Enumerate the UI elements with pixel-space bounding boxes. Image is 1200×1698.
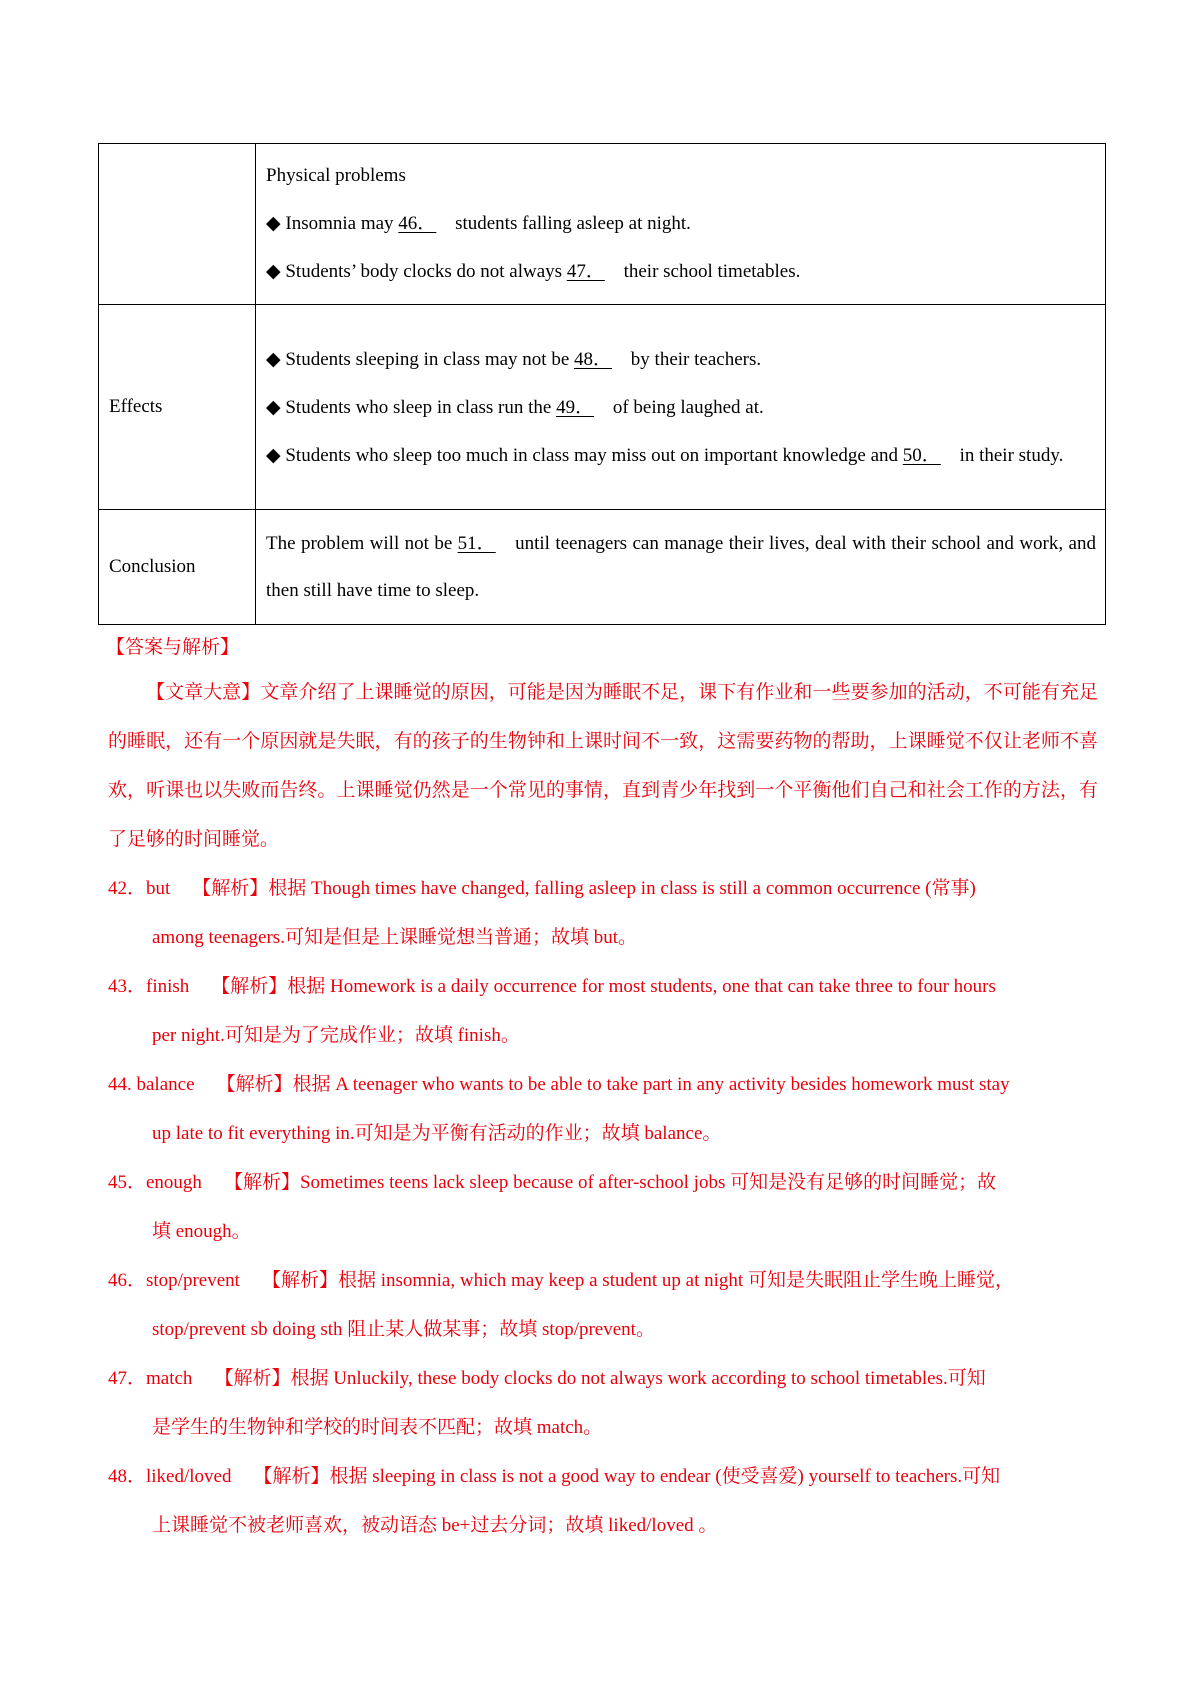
answer-explanation-continued: 填 enough。 [152, 1221, 251, 1242]
answer-explanation: 【解析】根据 sleeping in class is not a good way to endear (使受喜爱) yourself to teachers.可知 [253, 1466, 1001, 1487]
answers-heading: 【答案与解析】 [106, 637, 240, 658]
row-label: Conclusion [99, 510, 256, 625]
answer-line [108, 962, 1098, 1011]
answer-explanation: 【解析】根据 Though times have changed, falling asleep in class is still a common occurrence (常事) [192, 878, 976, 899]
article-summary: 【文章大意】文章介绍了上课睡觉的原因，可能是因为睡眠不足，课下有作业和一些要参加的活动，不可能有充足的睡眠，还有一个原因就是失眠，有的孩子的生物钟和上课时间不一致，这需要药物的帮助，上课睡觉不仅让老师不喜欢，听课也以失败而告终。上课睡觉仍然是一个常见的事情，直到青少年找到一个平衡他们自己和社会工作的方法，有了足够的时间睡觉。 [108, 682, 1098, 850]
answer-explanation-continued: 是学生的生物钟和学校的时间表不匹配；故填 match。 [152, 1417, 603, 1438]
bullet-line: ◆ Insomnia may 46． students falling asleep at night. [266, 200, 1096, 248]
answer-line [108, 1158, 1098, 1207]
summary-table [98, 143, 1106, 625]
row-content [256, 144, 1106, 305]
answer-blank[interactable]: 49． [556, 396, 595, 418]
answer-line [108, 864, 1098, 913]
answer-line [108, 1060, 1098, 1109]
answer-number: 47．match [108, 1368, 193, 1389]
table-row [99, 510, 1106, 625]
answer-explanation-continued: per night.可知是为了完成作业；故填 finish。 [152, 1025, 520, 1046]
answers-section [108, 628, 1098, 1550]
answer-explanation-continued: 上课睡觉不被老师喜欢，被动语态 be+过去分词；故填 liked/loved 。 [152, 1515, 718, 1536]
row-content [256, 305, 1106, 510]
bullet-line: ◆ Students who sleep in class run the 49． of being laughed at. [266, 384, 1096, 432]
answer-number: 42．but [108, 878, 171, 899]
bullet-line: ◆ Students’ body clocks do not always 47． their school timetables. [266, 248, 1096, 296]
answer-number: 43．finish [108, 976, 190, 997]
answer-explanation: 【解析】根据 insomnia, which may keep a student up at night 可知是失眠阻止学生晚上睡觉， [261, 1270, 1014, 1291]
row-content [256, 510, 1106, 625]
answer-blank[interactable]: 48． [574, 348, 613, 370]
table-row [99, 144, 1106, 305]
answer-blank[interactable]: 51． [457, 533, 496, 554]
answer-item [108, 1256, 1098, 1354]
answer-explanation: 【解析】根据 A teenager who wants to be able to take part in any activity besides homework must stay [216, 1074, 1010, 1095]
conclusion-text: The problem will not be 51． until teenagers can manage their lives, deal with their school and work, and then still have time to sleep. [266, 520, 1096, 614]
answer-item [108, 1354, 1098, 1452]
answer-item [108, 1158, 1098, 1256]
table-row [99, 305, 1106, 510]
answer-blank[interactable]: 46． [398, 213, 437, 234]
answer-explanation-continued: among teenagers.可知是但是上课睡觉想当普通；故填 but。 [152, 927, 637, 948]
answer-blank[interactable]: 50． [902, 444, 941, 466]
answer-explanation: 【解析】Sometimes teens lack sleep because of after-school jobs 可知是没有足够的时间睡觉；故 [223, 1172, 997, 1193]
answer-line [108, 1256, 1098, 1305]
answer-item [108, 1060, 1098, 1158]
answer-item [108, 962, 1098, 1060]
bullet-line: ◆ Students who sleep too much in class may miss out on important knowledge and 50． in their study. [266, 432, 1096, 479]
answer-explanation-continued: stop/prevent sb doing sth 阻止某人做某事；故填 stop/prevent。 [152, 1319, 655, 1340]
answer-line [108, 1354, 1098, 1403]
answer-blank[interactable]: 47． [566, 261, 605, 282]
answer-explanation: 【解析】根据 Unluckily, these body clocks do not always work according to school timetables.可知 [214, 1368, 986, 1389]
answer-item [108, 864, 1098, 962]
row-label: Effects [99, 305, 256, 510]
answer-list [108, 864, 1098, 1550]
answer-number: 48．liked/loved [108, 1466, 232, 1487]
answer-explanation: 【解析】根据 Homework is a daily occurrence for most students, one that can take three to four hours [211, 976, 996, 997]
section-heading: Physical problems [266, 165, 406, 186]
answer-number: 46．stop/prevent [108, 1270, 240, 1291]
bullet-line: ◆ Students sleeping in class may not be 48． by their teachers. [266, 336, 1096, 384]
row-label [99, 144, 256, 305]
answer-number: 45．enough [108, 1172, 202, 1193]
answer-explanation-continued: up late to fit everything in.可知是为平衡有活动的作业；故填 balance。 [152, 1123, 722, 1144]
answer-number: 44. balance [108, 1074, 195, 1095]
answer-item [108, 1452, 1098, 1550]
answer-line [108, 1452, 1098, 1501]
